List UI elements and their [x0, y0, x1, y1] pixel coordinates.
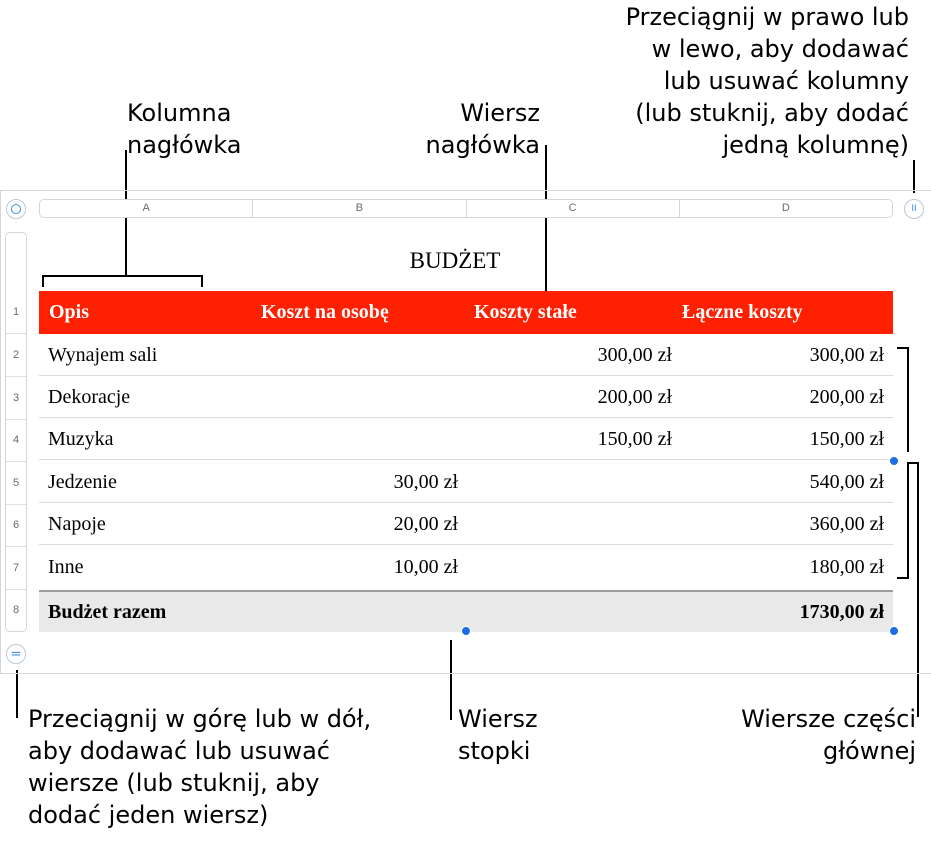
cell-total[interactable]: 300,00 zł	[809, 344, 884, 366]
footer-cell-total[interactable]: 1730,00 zł	[799, 601, 884, 623]
body-rows-resize-handle[interactable]	[889, 456, 899, 466]
table-row[interactable]	[39, 376, 893, 418]
cell-per-person[interactable]: 10,00 zł	[393, 556, 458, 578]
row-divider	[6, 504, 26, 505]
callout-line: lub usuwać kolumny	[663, 67, 909, 95]
row-divider	[6, 333, 26, 334]
callout-line: w lewo, aby dodawać	[651, 35, 909, 63]
callout-line: Przeciągnij w górę lub w dół,	[28, 705, 372, 733]
column-letter-c[interactable]: C	[467, 200, 680, 217]
add-column-handle[interactable]	[904, 199, 924, 219]
table-row[interactable]	[39, 503, 893, 545]
column-letter-d[interactable]: D	[781, 202, 790, 214]
table-row[interactable]	[39, 334, 893, 376]
callout-line: Wiersze części	[741, 705, 916, 733]
row-number-5[interactable]: 5	[12, 477, 20, 489]
header-cell-laczne-koszty[interactable]: Łączne koszty	[682, 301, 803, 323]
cell-description[interactable]: Muzyka	[48, 428, 114, 450]
cell-fixed[interactable]: 200,00 zł	[597, 386, 672, 408]
equals-bars-icon: =	[10, 646, 22, 662]
leader-add-columns	[913, 160, 915, 193]
table-canvas-left-edge	[0, 190, 1, 673]
column-letter-b[interactable]: B	[253, 200, 466, 217]
leader-add-rows	[16, 670, 18, 718]
table-title[interactable]: BUDŻET	[409, 248, 501, 273]
cell-total[interactable]: 200,00 zł	[809, 386, 884, 408]
callout-line: jedną kolumnę)	[722, 131, 909, 159]
callout-line: nagłówka	[127, 131, 242, 159]
row-number-6[interactable]: 6	[12, 519, 20, 531]
row-number-8[interactable]: 8	[12, 604, 20, 616]
cell-per-person[interactable]: 30,00 zł	[393, 471, 458, 493]
cell-description[interactable]: Inne	[48, 556, 84, 578]
cell-total[interactable]: 540,00 zł	[809, 471, 884, 493]
callout-line: aby dodawać lub usuwać	[28, 737, 330, 765]
callout-line: Wiersz	[458, 705, 538, 733]
footer-cell-label[interactable]: Budżet razem	[48, 601, 167, 623]
cell-description[interactable]: Napoje	[48, 513, 106, 535]
callout-add-rows	[28, 703, 371, 831]
callout-line: Kolumna	[127, 99, 232, 127]
row-divider	[6, 589, 26, 590]
add-row-handle[interactable]	[6, 644, 26, 664]
callout-line: Przeciągnij w prawo lub	[625, 3, 909, 31]
callout-line: nagłówka	[425, 131, 540, 159]
column-header-bar	[39, 199, 893, 218]
pause-bars-icon: II	[911, 203, 917, 214]
callout-line: stopki	[458, 737, 531, 765]
column-letter-a[interactable]: A	[40, 200, 253, 217]
cell-description[interactable]: Dekoracje	[48, 386, 131, 408]
row-divider	[6, 546, 26, 547]
table-corner-resize-handle[interactable]	[889, 626, 899, 636]
callout-line: wiersze (lub stuknij, aby	[28, 769, 320, 797]
row-number-7[interactable]: 7	[12, 562, 20, 574]
table-select-handle[interactable]	[6, 199, 26, 219]
table-header-row[interactable]	[39, 291, 893, 334]
header-cell-koszty-stale[interactable]: Koszty stałe	[474, 301, 577, 323]
row-number-bar	[5, 232, 27, 632]
row-number-2[interactable]: 2	[12, 349, 20, 361]
cell-description[interactable]: Jedzenie	[48, 471, 117, 493]
header-cell-koszt-na-osobe[interactable]: Koszt na osobę	[261, 301, 389, 323]
callout-line: głównej	[822, 737, 916, 765]
cell-fixed[interactable]: 300,00 zł	[597, 344, 672, 366]
cell-description[interactable]: Wynajem sali	[48, 344, 158, 366]
row-number-4[interactable]: 4	[12, 434, 20, 446]
cell-total[interactable]: 360,00 zł	[809, 513, 884, 535]
cell-total[interactable]: 150,00 zł	[809, 428, 884, 450]
cell-per-person[interactable]: 20,00 zł	[393, 513, 458, 535]
callout-body-rows	[690, 703, 916, 767]
cell-fixed[interactable]: 150,00 zł	[597, 428, 672, 450]
table-row[interactable]	[39, 546, 893, 588]
row-number-1[interactable]: 1	[12, 306, 20, 318]
circle-handle-icon	[11, 204, 21, 214]
header-cell-opis[interactable]: Opis	[49, 301, 90, 323]
table-row[interactable]	[39, 418, 893, 460]
row-number-3[interactable]: 3	[12, 392, 20, 404]
callout-line: (lub stuknij, aby dodać	[635, 99, 909, 127]
row-divider	[6, 376, 26, 377]
callout-line: dodać jeden wiersz)	[28, 801, 269, 829]
callout-add-columns	[560, 1, 909, 161]
row-divider	[6, 419, 26, 420]
callout-header-row	[410, 97, 540, 161]
callout-line: Wiersz	[460, 99, 540, 127]
row-divider	[6, 461, 26, 462]
footer-row-resize-handle[interactable]	[461, 626, 471, 636]
cell-total[interactable]: 180,00 zł	[809, 556, 884, 578]
callout-footer-row	[458, 703, 538, 767]
table-row[interactable]	[39, 461, 893, 503]
callout-header-column	[127, 97, 241, 161]
